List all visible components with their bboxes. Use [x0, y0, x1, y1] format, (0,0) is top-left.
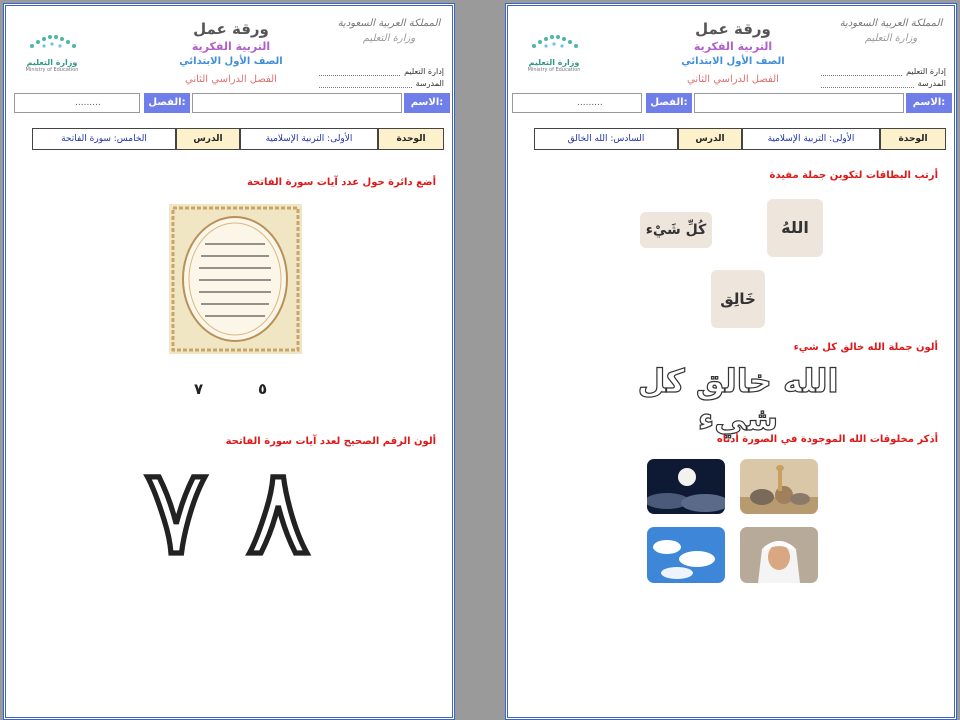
lesson-header: الدرس [678, 128, 742, 150]
term-title: الفصل الدراسي الثاني [687, 74, 779, 85]
edu-admin-field: إدارة التعليم [319, 66, 444, 76]
animals-icon [740, 459, 818, 514]
clouds-photo [647, 527, 725, 583]
quran-page-icon [169, 204, 302, 354]
word-card-khaliq[interactable]: خَالِق [711, 270, 765, 328]
lesson-value: السادس: الله الخالق [534, 128, 678, 150]
word-card-allah[interactable]: اللهُ [767, 199, 823, 257]
name-label: الاسم: [404, 93, 450, 113]
surah-fatiha-image [169, 204, 302, 354]
lesson-header: الدرس [176, 128, 240, 150]
moe-dots-icon [528, 30, 580, 54]
moon-icon [647, 459, 725, 514]
class-input[interactable]: ......... [14, 93, 140, 113]
clouds-icon [647, 527, 725, 583]
unit-value: الأولى: التربية الإسلامية [240, 128, 378, 150]
outline-digit-seven[interactable]: ٧ [144, 441, 209, 582]
subject-title: التربية الفكرية [191, 40, 271, 53]
moe-logo: وزارة التعليم Ministry of Education [514, 30, 594, 82]
question-color-sentence: ألون جملة الله خالق كل شيء [793, 342, 938, 353]
kingdom-logo-text: المملكة العربية السعودية وزارة التعليم [337, 18, 441, 44]
question-color-number: ألون الرقم الصحيح لعدد آيات سورة الفاتحة [225, 436, 436, 447]
term-title: الفصل الدراسي الثاني [185, 74, 277, 85]
unit-value: الأولى: التربية الإسلامية [742, 128, 880, 150]
grade-title: الصف الأول الابتدائي [179, 56, 283, 67]
question-name-creations: أذكر مخلوقات الله الموجودة في الصورة أدناه [716, 434, 938, 445]
outline-sentence[interactable]: الله خالق كل شيء [637, 362, 839, 438]
boy-icon [740, 527, 818, 583]
kingdom-logo-text: المملكة العربية السعودية وزارة التعليم [839, 18, 943, 44]
moon-photo [647, 459, 725, 514]
unit-header: الوحدة [378, 128, 444, 150]
question-circle-verses: أضع دائرة حول عدد آيات سورة الفاتحة [246, 177, 436, 188]
grade-title: الصف الأول الابتدائي [681, 56, 785, 67]
unit-header: الوحدة [880, 128, 946, 150]
unit-lesson-table [12, 128, 444, 150]
name-input[interactable] [192, 93, 402, 113]
moe-dots-icon [26, 30, 78, 54]
choice-seven[interactable]: ٧ [194, 380, 204, 398]
class-label: الفصل: [144, 93, 190, 113]
outline-digit-eight[interactable]: ٨ [246, 441, 311, 582]
subject-title: التربية الفكرية [693, 40, 773, 53]
lesson-value: الخامس: سورة الفاتحة [32, 128, 176, 150]
word-card-kull-shay[interactable]: كُلِّ شَيْء [640, 212, 712, 248]
worksheet-title: ورقة عمل [193, 20, 269, 38]
worksheet-page-right [505, 3, 957, 720]
school-field: المدرسة [821, 78, 946, 88]
boy-photo [740, 527, 818, 583]
unit-lesson-table [514, 128, 946, 150]
class-input[interactable]: ......... [512, 93, 642, 113]
class-label: الفصل: [646, 93, 692, 113]
name-label: الاسم: [906, 93, 952, 113]
school-field: المدرسة [319, 78, 444, 88]
question-arrange-cards: أرتب البطاقات لتكوين جملة مفيدة [769, 170, 938, 181]
choice-five[interactable]: ٥ [258, 380, 268, 398]
worksheet-title: ورقة عمل [695, 20, 771, 38]
edu-admin-field: إدارة التعليم [821, 66, 946, 76]
moe-logo: وزارة التعليم Ministry of Education [12, 30, 92, 82]
worksheet-page-left [3, 3, 455, 720]
animals-photo [740, 459, 818, 514]
name-input[interactable] [694, 93, 904, 113]
